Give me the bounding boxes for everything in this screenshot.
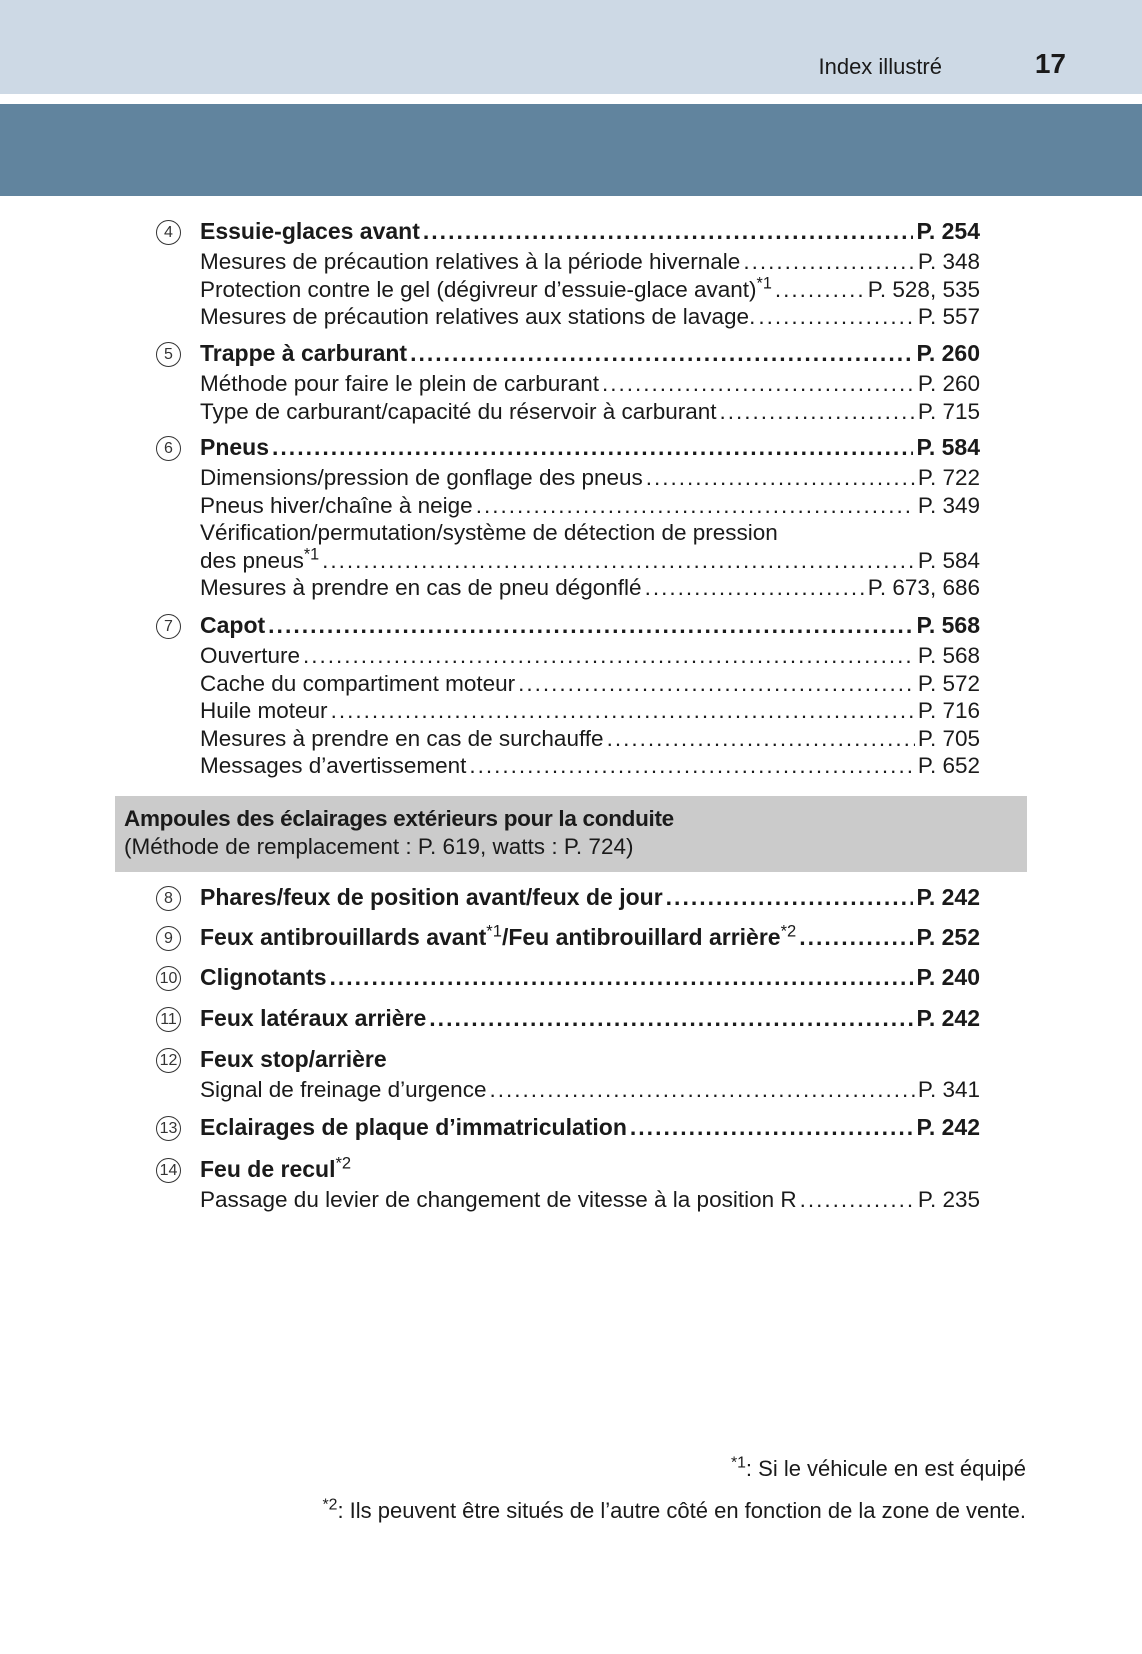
dot-leader — [331, 698, 915, 724]
entry-label — [200, 218, 420, 245]
entry-label-text: Mesures de précaution relatives à la période hivernale — [200, 249, 741, 274]
footnote-ref: *1 — [303, 545, 320, 563]
entry-label — [200, 921, 797, 951]
index-group — [156, 1153, 980, 1215]
page-reference[interactable]: P. 705 — [917, 725, 980, 751]
index-subentry[interactable] — [200, 545, 980, 576]
exterior-lights-subtitle: (Méthode de remplacement : P. 619, watts : P. 724) — [124, 834, 634, 859]
exterior-lights-box — [115, 796, 1027, 872]
index-group — [156, 340, 980, 426]
entry-label — [200, 249, 740, 275]
index-group — [156, 964, 980, 995]
entry-label-text: /Feu antibrouillard arrière — [501, 924, 781, 950]
page-reference[interactable]: P. 716 — [917, 698, 980, 723]
item-number-badge: 4 — [156, 220, 181, 245]
dot-leader — [720, 399, 915, 425]
entry-label-text: Pneus — [200, 434, 270, 460]
entry-label-text: Trappe à carburant — [200, 340, 408, 366]
index-heading[interactable] — [200, 340, 980, 371]
dot-leader — [607, 726, 915, 752]
index-group — [156, 218, 980, 332]
entry-label-text: Feux antibrouillards avant — [200, 924, 487, 950]
dot-leader — [303, 643, 915, 669]
entry-label-text: Méthode pour faire le plein de carburant — [200, 371, 600, 396]
dot-leader — [743, 249, 915, 275]
page-number: 17 — [1034, 48, 1066, 79]
footnote-text: : Ils peuvent être situés de l’autre côté en fonction de la zone de vente. — [337, 1498, 1026, 1523]
item-number-badge: 6 — [156, 436, 181, 461]
page-reference[interactable]: P. 652 — [917, 753, 980, 778]
page-reference[interactable]: P. 348 — [917, 249, 980, 274]
item-number-badge: 8 — [156, 886, 181, 911]
dot-leader — [800, 1187, 915, 1213]
index-heading[interactable] — [200, 884, 980, 915]
entry-label-text: Type de carburant/capacité du réservoir à carburant — [200, 398, 717, 424]
entry-label-text: Passage du levier de changement de vitesse à la position R — [200, 1187, 797, 1212]
entry-label-text: Essuie-glaces avant — [200, 218, 420, 244]
entry-label-text: Mesures à prendre en cas de pneu dégonflé — [200, 575, 642, 600]
dot-leader — [646, 465, 915, 491]
dot-leader — [322, 548, 915, 574]
item-number-badge: 14 — [156, 1158, 181, 1183]
page-reference[interactable]: P. 715 — [917, 398, 980, 424]
dot-leader — [469, 753, 914, 779]
index-subentry[interactable] — [200, 1187, 980, 1215]
page-reference[interactable]: P. 260 — [916, 340, 980, 366]
entry-label-text: Protection contre le gel (dégivreur d’essuie-glace avant) — [200, 276, 757, 302]
page-reference[interactable]: P. 254 — [916, 218, 980, 244]
index-group — [156, 884, 980, 915]
footnote-1 — [731, 1456, 1026, 1482]
index-group — [156, 434, 980, 603]
index-subentry[interactable] — [200, 304, 980, 332]
entry-label-text: des pneus — [200, 547, 304, 573]
index-subentry[interactable] — [200, 399, 980, 427]
page-reference[interactable]: P. 341 — [917, 1077, 980, 1102]
index-subentry[interactable] — [200, 698, 980, 726]
index-heading[interactable] — [200, 612, 980, 643]
item-number-badge: 5 — [156, 342, 181, 367]
entry-label — [200, 671, 515, 697]
footnote-mark: *1 — [730, 1454, 746, 1472]
page-reference[interactable]: P. 242 — [916, 1005, 980, 1031]
entry-label-text: Feux stop/arrière — [200, 1046, 387, 1072]
entry-label — [200, 1077, 486, 1103]
entry-label-text: Feu de recul — [200, 1156, 336, 1182]
entry-label — [200, 1046, 387, 1073]
index-subentry[interactable] — [200, 493, 980, 521]
footnote-ref: *1 — [486, 921, 502, 941]
page-reference[interactable]: P. 572 — [917, 670, 980, 696]
item-number-badge: 7 — [156, 614, 181, 639]
dot-leader — [423, 218, 914, 245]
entry-label — [200, 520, 778, 546]
entry-label — [200, 698, 328, 724]
dot-leader — [272, 434, 913, 461]
entry-label — [200, 1005, 426, 1032]
entry-label-text: Huile moteur — [200, 698, 328, 723]
dot-leader — [645, 575, 865, 601]
footnote-ref: *1 — [756, 274, 772, 292]
page-reference[interactable]: P. 349 — [917, 492, 980, 518]
footnote-ref: *2 — [780, 921, 797, 941]
index-subentry[interactable] — [200, 274, 980, 305]
entry-label-text: Dimensions/pression de gonflage des pneus — [200, 465, 643, 490]
index-subentry[interactable] — [200, 671, 980, 699]
dot-leader — [429, 1005, 913, 1032]
page-reference[interactable]: P. 240 — [916, 964, 980, 990]
entry-label — [200, 884, 663, 911]
entry-label — [200, 1153, 352, 1183]
dot-leader — [602, 371, 915, 397]
entry-label — [200, 575, 642, 601]
entry-label-text: Phares/feux de position avant/feux de jour — [200, 884, 663, 910]
index-group — [156, 1046, 980, 1105]
entry-label-text: Vérification/permutation/système de détection de pression — [200, 520, 778, 545]
page-reference[interactable]: P. 557 — [917, 304, 980, 329]
header-top-band — [0, 0, 1142, 94]
index-group — [156, 1114, 980, 1145]
dot-leader — [630, 1114, 914, 1141]
index-group — [156, 1005, 980, 1036]
entry-label — [200, 726, 604, 752]
entry-label — [200, 753, 466, 779]
dot-leader — [666, 884, 914, 911]
header-blue-band — [0, 104, 1142, 196]
footnote-mark: *2 — [322, 1496, 338, 1514]
entry-label-text: Messages d’avertissement — [200, 753, 467, 778]
entry-label-text: Mesures de précaution relatives aux stations de lavage. — [200, 304, 756, 329]
dot-leader — [476, 493, 915, 519]
entry-label — [200, 545, 320, 574]
entry-label-text: Clignotants — [200, 964, 327, 990]
index-subentry[interactable] — [200, 643, 980, 671]
entry-label-text: Signal de freinage d’urgence — [200, 1077, 487, 1102]
page-reference[interactable]: P. 584 — [917, 547, 980, 573]
entry-label-text: Feux latéraux arrière — [200, 1005, 427, 1031]
entry-label — [200, 399, 717, 425]
entry-label — [200, 612, 265, 639]
index-heading[interactable] — [200, 1046, 980, 1077]
page-reference[interactable]: P. 260 — [917, 371, 980, 396]
entry-label — [200, 371, 599, 397]
footnote-2 — [322, 1498, 1026, 1524]
index-heading[interactable] — [200, 1005, 980, 1036]
entry-label-text: Ouverture — [200, 643, 301, 668]
section-title: Index illustré — [818, 54, 942, 79]
index-subentry[interactable] — [200, 371, 980, 399]
page-reference[interactable]: P. 528, 535 — [867, 276, 980, 302]
entry-label — [200, 465, 643, 491]
dot-leader — [758, 304, 915, 330]
page-reference[interactable]: P. 673, 686 — [867, 575, 980, 600]
item-number-badge: 11 — [156, 1007, 181, 1032]
entry-label-text: Cache du compartiment moteur — [200, 670, 516, 696]
page-reference[interactable]: P. 235 — [917, 1187, 980, 1212]
entry-label — [200, 493, 473, 519]
entry-label — [200, 434, 269, 461]
dot-leader — [268, 612, 913, 639]
index-heading[interactable] — [200, 921, 980, 955]
item-number-badge: 13 — [156, 1116, 181, 1141]
page-reference[interactable]: P. 242 — [916, 1114, 980, 1140]
index-heading[interactable] — [200, 964, 980, 995]
dot-leader — [489, 1077, 914, 1103]
index-subentry[interactable] — [200, 726, 980, 754]
dot-leader — [799, 924, 913, 951]
item-number-badge: 10 — [156, 966, 181, 991]
index-heading[interactable] — [200, 1153, 980, 1187]
index-subentry[interactable] — [200, 575, 980, 603]
page-reference[interactable]: P. 242 — [916, 884, 980, 910]
entry-label — [200, 964, 327, 991]
page-reference[interactable]: P. 584 — [916, 434, 980, 460]
index-subentry[interactable] — [200, 753, 980, 781]
page-reference[interactable]: P. 568 — [916, 612, 980, 638]
index-heading[interactable] — [200, 434, 980, 465]
dot-leader — [410, 340, 913, 367]
entry-label — [200, 340, 407, 367]
index-group — [156, 612, 980, 781]
entry-label — [200, 643, 300, 669]
index-heading[interactable] — [200, 1114, 980, 1145]
entry-label — [200, 274, 772, 303]
entry-label-text: Eclairages de plaque d’immatriculation — [200, 1114, 627, 1140]
index-subentry[interactable] — [200, 1077, 980, 1105]
index-subentry[interactable] — [200, 249, 980, 277]
index-subentry[interactable] — [200, 520, 980, 548]
exterior-lights-title: Ampoules des éclairages extérieurs pour la conduite — [124, 806, 674, 831]
dot-leader — [330, 964, 914, 991]
entry-label — [200, 304, 755, 330]
footnote-ref: *2 — [335, 1153, 352, 1173]
dot-leader — [518, 671, 915, 697]
page-reference[interactable]: P. 722 — [917, 465, 980, 490]
entry-label-text: Capot — [200, 612, 266, 638]
page-reference[interactable]: P. 568 — [917, 643, 980, 668]
item-number-badge: 9 — [156, 926, 181, 951]
entry-label-text: Mesures à prendre en cas de surchauffe — [200, 725, 604, 751]
entry-label-text: Pneus hiver/chaîne à neige — [200, 492, 473, 518]
index-subentry[interactable] — [200, 465, 980, 493]
item-number-badge: 12 — [156, 1048, 181, 1073]
dot-leader — [775, 277, 865, 303]
index-heading[interactable] — [200, 218, 980, 249]
footnote-text: : Si le véhicule en est équipé — [745, 1456, 1026, 1481]
page-reference[interactable]: P. 252 — [916, 924, 980, 950]
entry-label — [200, 1187, 797, 1213]
index-group — [156, 921, 980, 955]
entry-label — [200, 1114, 627, 1141]
